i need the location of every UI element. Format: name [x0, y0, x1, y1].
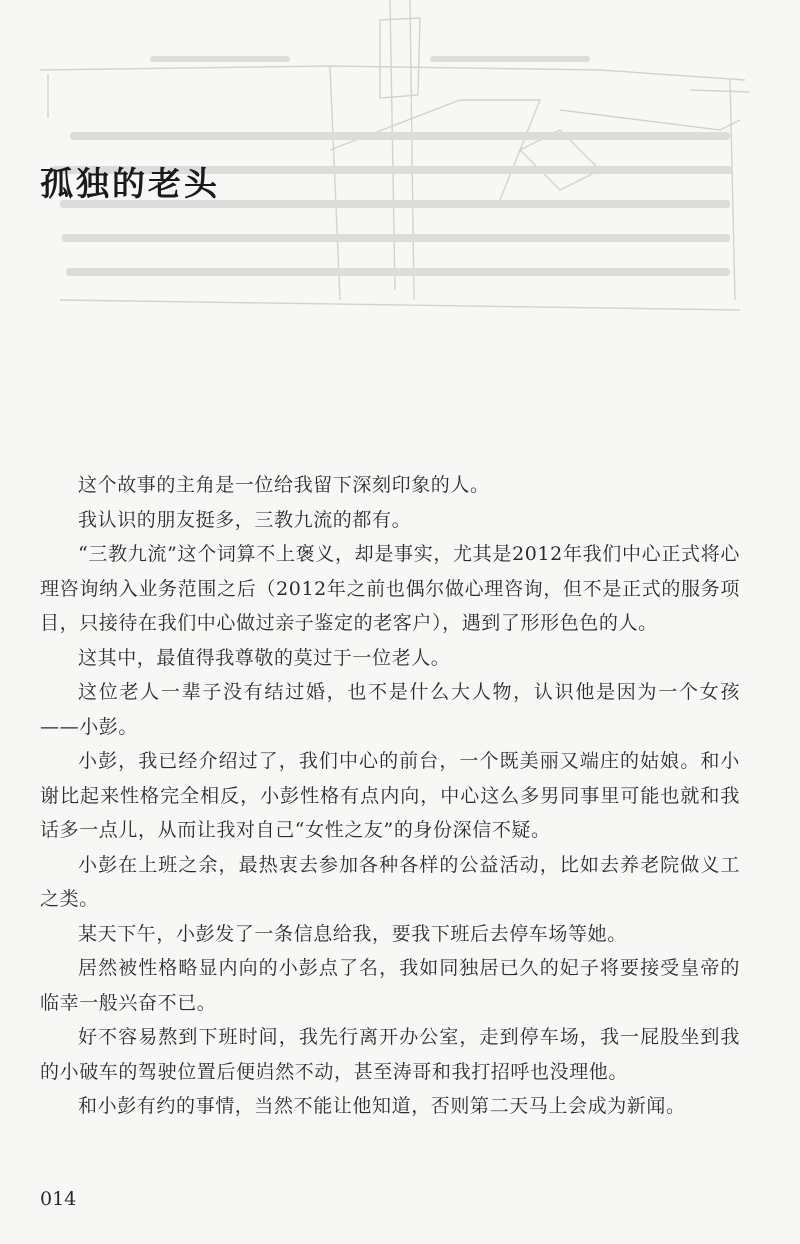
- chapter-title: 孤独的老头: [40, 164, 220, 203]
- paragraph: 某天下午，小彭发了一条信息给我，要我下班后去停车场等她。: [78, 922, 627, 945]
- paragraph: 这位老人一辈子没有结过婚，也不是什么大人物，认识他是因为一个女孩——小彭。: [40, 681, 740, 738]
- body-text: [40, 468, 740, 1124]
- paragraph: 这其中，最值得我尊敬的莫过于一位老人。: [78, 646, 451, 669]
- paragraph: 这个故事的主角是一位给我留下深刻印象的人。: [78, 474, 490, 496]
- paragraph: 好不容易熬到下班时间，我先行离开办公室，走到停车场，我一屁股坐到我的小破车的驾驶位置后便岿然不动，甚至涛哥和我打招呼也没理他。: [40, 1026, 740, 1083]
- page-number: 014: [40, 1188, 77, 1210]
- paragraph: 和小彭有约的事情，当然不能让他知道，否则第二天马上会成为新闻。: [78, 1095, 686, 1117]
- paragraph: 我认识的朋友挺多，三教九流的都有。: [78, 508, 412, 531]
- paragraph: 小彭，我已经介绍过了，我们中心的前台，一个既美丽又端庄的姑娘。和小谢比起来性格完全相反，小彭性格有点内向，中心这么多男同事里可能也就和我话多一点儿，从而让我对自己“女性之友”的身份深信不疑。: [40, 750, 740, 841]
- paragraph: “三教九流”这个词算不上褒义，却是事实，尤其是2012年我们中心正式将心理咨询纳入业务范围之后（2012年之前也偶尔做心理咨询，但不是正式的服务项目，只接待在我们中心做过亲子鉴定的老客户），遇到了形形色色的人。: [40, 543, 740, 634]
- paragraph: 小彭在上班之余，最热衷去参加各种各样的公益活动，比如去养老院做义工之类。: [40, 853, 740, 910]
- paragraph: 居然被性格略显内向的小彭点了名，我如同独居已久的妃子将要接受皇帝的临幸一般兴奋不已。: [40, 957, 740, 1014]
